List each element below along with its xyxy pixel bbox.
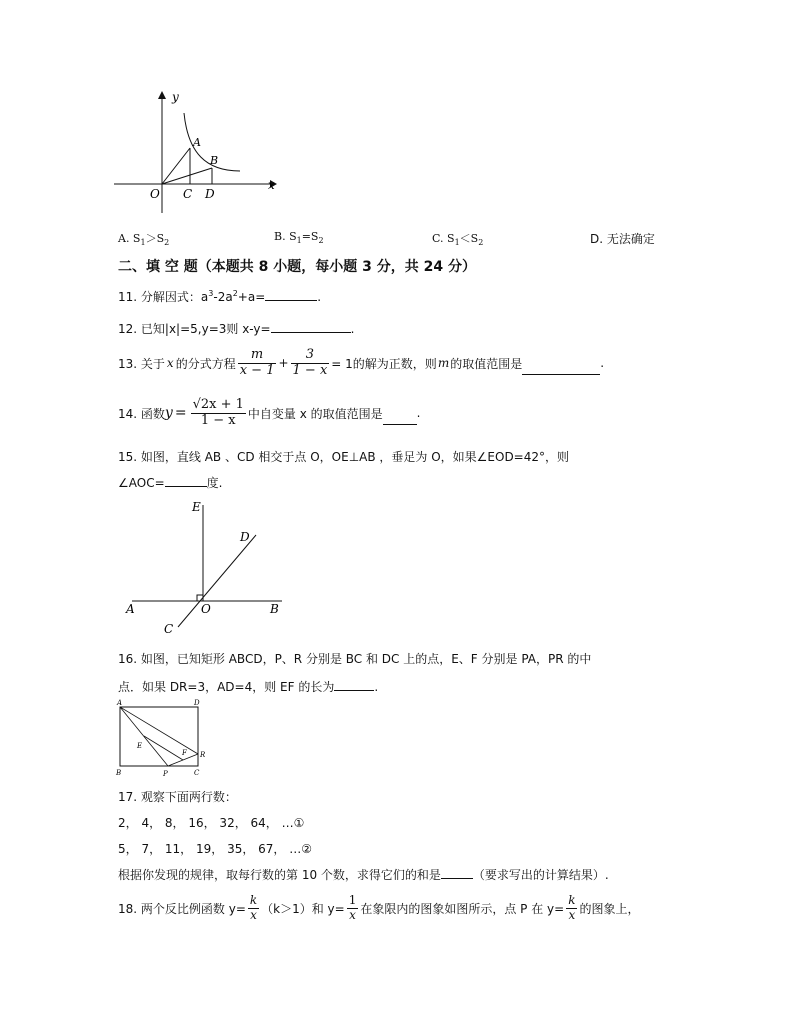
q18-fraction-k	[248, 894, 259, 923]
label-P16: P	[163, 770, 168, 778]
q12-text: 12. 已知|x|=5,y=3则 x-y=	[118, 322, 271, 336]
q16-answer-blank[interactable]	[334, 678, 374, 691]
q16-line2-text: 点．如果 DR=3，AD=4，则 EF 的长为	[118, 680, 335, 694]
option-c-sub1: 1	[454, 238, 460, 248]
question-18	[118, 894, 640, 923]
label-y: y	[172, 90, 179, 104]
q12-answer-blank[interactable]	[271, 320, 351, 333]
option-b-sub1: 1	[296, 236, 302, 246]
q13-num1: m	[238, 348, 277, 364]
option-b-rel: =S	[301, 230, 319, 243]
q18-k-den: x	[250, 907, 257, 922]
label-R16: R	[200, 751, 206, 759]
question-13	[118, 348, 604, 379]
q13-var-x: x	[166, 356, 174, 371]
question-16-line-2	[118, 678, 378, 695]
q11-part-a: 11. 分解因式：a	[118, 290, 209, 304]
question-16-line-1: 16. 如图，已知矩形 ABCD，P、R 分别是 BC 和 DC 上的点，E、F 分别是 PA，PR 的中	[118, 652, 592, 666]
q18-k-num: k	[249, 893, 258, 907]
q18-fraction-1	[347, 894, 359, 923]
q12-end: .	[350, 322, 355, 336]
label-E: E	[192, 500, 201, 514]
option-a	[118, 230, 169, 247]
q14-eq: =	[174, 405, 187, 422]
q14-den: 1 − x	[200, 412, 236, 428]
label-C16: C	[194, 769, 200, 777]
question-15-line-2	[118, 474, 222, 491]
q17-answer-blank[interactable]	[441, 866, 473, 879]
q13-plus: +	[278, 356, 289, 371]
q13-eq: = 1的解为正数，则	[331, 356, 437, 371]
q15-end: 度.	[206, 476, 223, 490]
q14-fraction	[191, 398, 246, 429]
label-B: B	[210, 154, 219, 167]
label-A15: A	[126, 602, 135, 616]
q14-num: √2x + 1	[192, 397, 244, 412]
label-O15: O	[201, 602, 211, 616]
q16-end: .	[374, 680, 379, 694]
label-O: O	[150, 187, 160, 201]
label-x: x	[268, 178, 275, 192]
q15-answer-blank[interactable]	[165, 474, 207, 487]
q11-exp1: 3	[208, 289, 214, 298]
label-A: A	[193, 136, 201, 149]
q11-part-b: -2a	[213, 290, 233, 304]
q13-fraction-2	[291, 348, 330, 379]
option-b-pre: B. S	[274, 230, 297, 243]
option-b	[274, 230, 324, 245]
option-a-sub1: 1	[140, 238, 146, 248]
q14-var-y: y	[164, 405, 173, 422]
option-c	[432, 230, 483, 247]
q11-exp2: 2	[232, 289, 238, 298]
option-d: D. 无法确定	[590, 232, 655, 246]
q14-pre: 14. 函数	[118, 406, 165, 421]
q18-k2-den: x	[568, 907, 576, 922]
q14-post: 中自变量 x 的取值范围是	[247, 406, 383, 421]
label-C: C	[183, 187, 193, 201]
q11-part-c: +a=	[237, 290, 266, 304]
q13-fraction-1	[238, 348, 277, 379]
rectangle-figure	[112, 698, 216, 780]
q13-answer-blank[interactable]	[522, 362, 600, 375]
q13-var-m: m	[437, 356, 450, 371]
q11-end: .	[317, 290, 322, 304]
label-D16: D	[194, 699, 200, 707]
label-B16: B	[116, 769, 122, 777]
q18-fraction-k2	[566, 894, 577, 923]
label-D15: D	[240, 530, 250, 544]
option-a-rel: ＞S	[145, 232, 165, 245]
q11-answer-blank[interactable]	[265, 288, 317, 301]
option-c-pre: C. S	[432, 232, 455, 245]
q13-pre: 13. 关于	[118, 356, 165, 371]
q13-mid: 的分式方程	[175, 356, 236, 371]
q18-pre: 18. 两个反比例函数 y=	[118, 901, 246, 916]
q18-post: 的图象上，	[579, 901, 640, 916]
q13-end: .	[600, 356, 605, 371]
q14-end: .	[416, 406, 421, 421]
q17-line3-text: 根据你发现的规律，取每行数的第 10 个数，求得它们的和是	[118, 868, 441, 882]
q18-mid: 在象限内的图象如图所示，点 P 在 y=	[360, 901, 565, 916]
label-D: D	[205, 187, 215, 201]
q13-post: 的取值范围是	[450, 356, 523, 371]
question-17-row-1: 2， 4， 8， 16， 32， 64， …①	[118, 816, 305, 830]
label-A16: A	[117, 699, 123, 707]
q18-k2-num: k	[568, 893, 576, 907]
label-B15: B	[270, 602, 279, 616]
question-11	[118, 288, 321, 305]
q17-line3-end: （要求写出的计算结果）.	[472, 868, 609, 882]
intersecting-lines-figure	[120, 495, 300, 640]
option-a-pre: A. S	[118, 232, 141, 245]
q13-num2: 3	[291, 348, 330, 364]
q13-den2: 1 − x	[292, 362, 328, 378]
question-17-line-3	[118, 866, 609, 883]
question-14	[118, 398, 420, 429]
question-15-line-1: 15. 如图，直线 AB 、CD 相交于点 O，OE⊥AB ，垂足为 O，如果∠EOD=42°，则	[118, 450, 570, 464]
option-b-sub2: 2	[318, 236, 324, 246]
q18-one-den: x	[349, 907, 356, 922]
label-F16: F	[182, 749, 187, 757]
option-a-sub2: 2	[164, 238, 170, 248]
q14-answer-blank[interactable]	[383, 412, 417, 425]
q18-cond: （k＞1）和 y=	[261, 901, 345, 916]
hyperbola-figure	[110, 85, 280, 220]
question-12	[118, 320, 354, 337]
question-17-row-2: 5， 7， 11， 19， 35， 67， …②	[118, 842, 312, 856]
section-header: 二、填 空 题（本题共 8 小题，每小题 3 分，共 24 分）	[118, 259, 476, 275]
q13-den1: x − 1	[239, 362, 275, 378]
option-c-sub2: 2	[478, 238, 484, 248]
q15-line2-text: ∠AOC=	[118, 476, 165, 490]
q18-one-num: 1	[348, 893, 357, 907]
label-E16: E	[137, 742, 143, 750]
question-17-title: 17. 观察下面两行数：	[118, 790, 237, 804]
label-C15: C	[164, 622, 174, 636]
option-c-rel: ＜S	[459, 232, 479, 245]
